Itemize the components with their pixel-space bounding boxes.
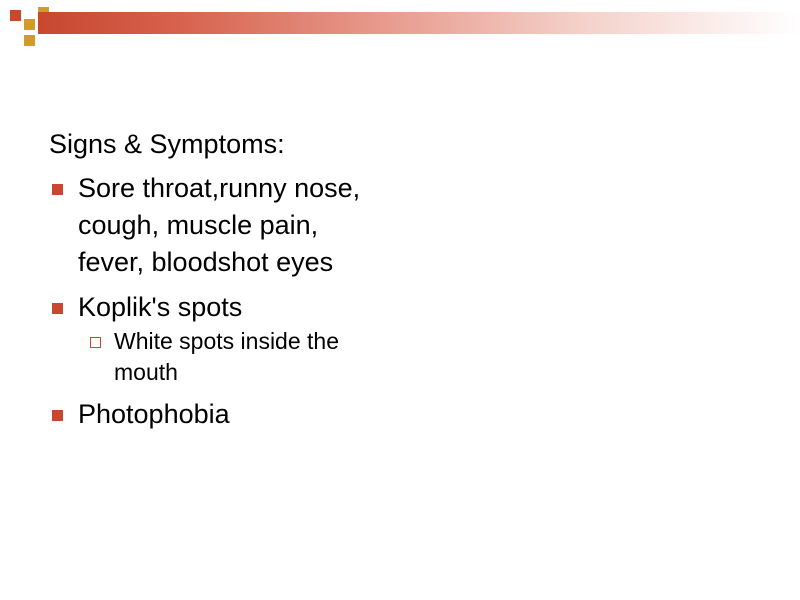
decor-square-gold: [24, 35, 35, 46]
bullet-item: [49, 396, 389, 433]
square-bullet-icon: [52, 410, 63, 421]
bullet-text: Koplik's spots: [78, 292, 243, 322]
sub-bullet-item: [49, 326, 389, 388]
bullet-item: [49, 170, 389, 281]
sub-bullet-text: White spots inside the mouth: [114, 328, 340, 385]
slide-heading: Signs & Symptoms:: [49, 129, 285, 159]
bullet-item: [49, 289, 389, 326]
decor-square-red: [10, 10, 21, 21]
square-bullet-icon: [52, 184, 63, 195]
title-gradient-bar: [38, 12, 800, 34]
bullet-text: Photophobia: [78, 399, 230, 429]
hollow-square-bullet-icon: [90, 337, 101, 348]
slide-content: [49, 128, 389, 441]
square-bullet-icon: [52, 303, 63, 314]
bullet-text: Sore throat,runny nose, cough, muscle pain, fever, bloodshot eyes: [78, 173, 361, 277]
decor-square-gold: [24, 19, 35, 30]
